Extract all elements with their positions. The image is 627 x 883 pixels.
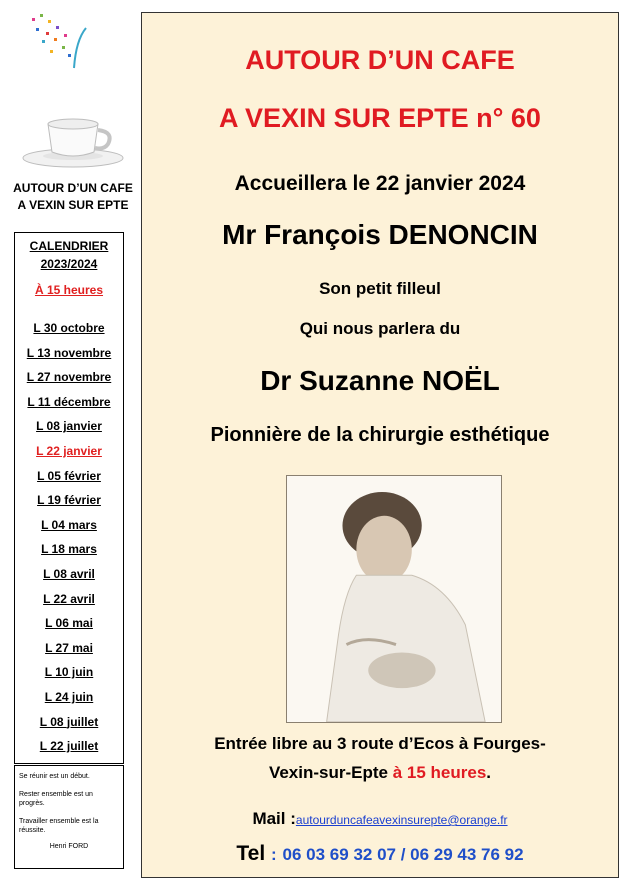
- mail-link[interactable]: autourduncafeavexinsurepte@orange.fr: [295, 813, 508, 827]
- tel-line: [142, 842, 618, 866]
- entry-line1: Entrée libre au 3 route d’Ecos à Fourges-: [214, 734, 546, 753]
- calendar-date: L 13 novembre: [26, 345, 112, 360]
- tel-label: Tel: [236, 842, 266, 865]
- entry-place: Vexin-sur-Epte: [268, 763, 388, 782]
- calendar-date: L 27 mai: [45, 640, 93, 655]
- quote-author: Henri FORD: [49, 843, 89, 850]
- calendar-date: L 30 octobre: [33, 321, 105, 335]
- tel-separator: :: [271, 845, 277, 864]
- calendar-date: L 06 mai: [45, 616, 93, 631]
- relation-text: Son petit filleul: [319, 279, 441, 298]
- calendar-date: L 19 février: [37, 493, 101, 508]
- calendar-date: L 22 avril: [43, 591, 95, 606]
- calendar-title-line1: CALENDRIER: [29, 239, 109, 253]
- calendar-title-line2: 2023/2024: [40, 257, 98, 271]
- subject-name: Dr Suzanne NOËL: [260, 365, 500, 396]
- subject-description: Pionnière de la chirurgie esthétique: [210, 424, 550, 446]
- quote-box: [14, 765, 124, 869]
- calendar-date: L 08 janvier: [36, 419, 102, 434]
- calendar-time: À 15 heures: [34, 283, 104, 297]
- logo-icon: [28, 10, 98, 70]
- intro-text: Qui nous parlera du: [299, 319, 461, 338]
- mail-label: Mail :: [252, 809, 296, 828]
- coffee-cup-icon: [18, 112, 128, 170]
- calendar-date: L 24 juin: [44, 689, 94, 704]
- sidebar-title: [0, 180, 146, 214]
- entry-line2: [142, 758, 618, 787]
- sidebar-title-line1: AUTOUR D’UN CAFE: [13, 181, 133, 195]
- sidebar-title-line2: A VEXIN SUR EPTE: [17, 198, 129, 212]
- quote-line: Rester ensemble est un progrès.: [19, 791, 93, 807]
- quote-line: Travailler ensemble est la réussite.: [19, 818, 99, 834]
- calendar-date: L 22 juillet: [39, 739, 99, 754]
- calendar-date: L 10 juin: [44, 665, 94, 680]
- calendar-date: L 08 avril: [43, 566, 95, 581]
- calendar-dates-list: [15, 316, 123, 759]
- calendar-date: L 27 novembre: [26, 370, 112, 385]
- calendar-date: L 05 février: [37, 468, 101, 483]
- poster-panel: [141, 12, 619, 878]
- welcome-text: Accueillera le 22 janvier 2024: [234, 172, 526, 195]
- entry-text: [142, 729, 618, 787]
- entry-time: à 15 heures: [392, 763, 487, 782]
- entry-end: .: [486, 763, 492, 782]
- quote-line: Se réunir est un début.: [19, 773, 90, 780]
- portrait-photo: [286, 475, 502, 723]
- poster-title-line1: AUTOUR D’UN CAFE: [245, 45, 515, 75]
- calendar-date: L 18 mars: [41, 542, 97, 557]
- calendar-box: [14, 232, 124, 764]
- calendar-title: [15, 237, 123, 273]
- poster-title-line2: A VEXIN SUR EPTE n° 60: [219, 103, 541, 133]
- calendar-date: L 04 mars: [41, 517, 97, 532]
- calendar-date: L 08 juillet: [39, 714, 99, 729]
- calendar-date-highlighted: L 22 janvier: [36, 443, 102, 458]
- mail-line: [142, 809, 618, 829]
- tel-numbers: 06 03 69 32 07 / 06 29 43 76 92: [282, 845, 524, 864]
- guest-name: Mr François DENONCIN: [222, 219, 538, 250]
- calendar-date: L 11 décembre: [27, 394, 111, 409]
